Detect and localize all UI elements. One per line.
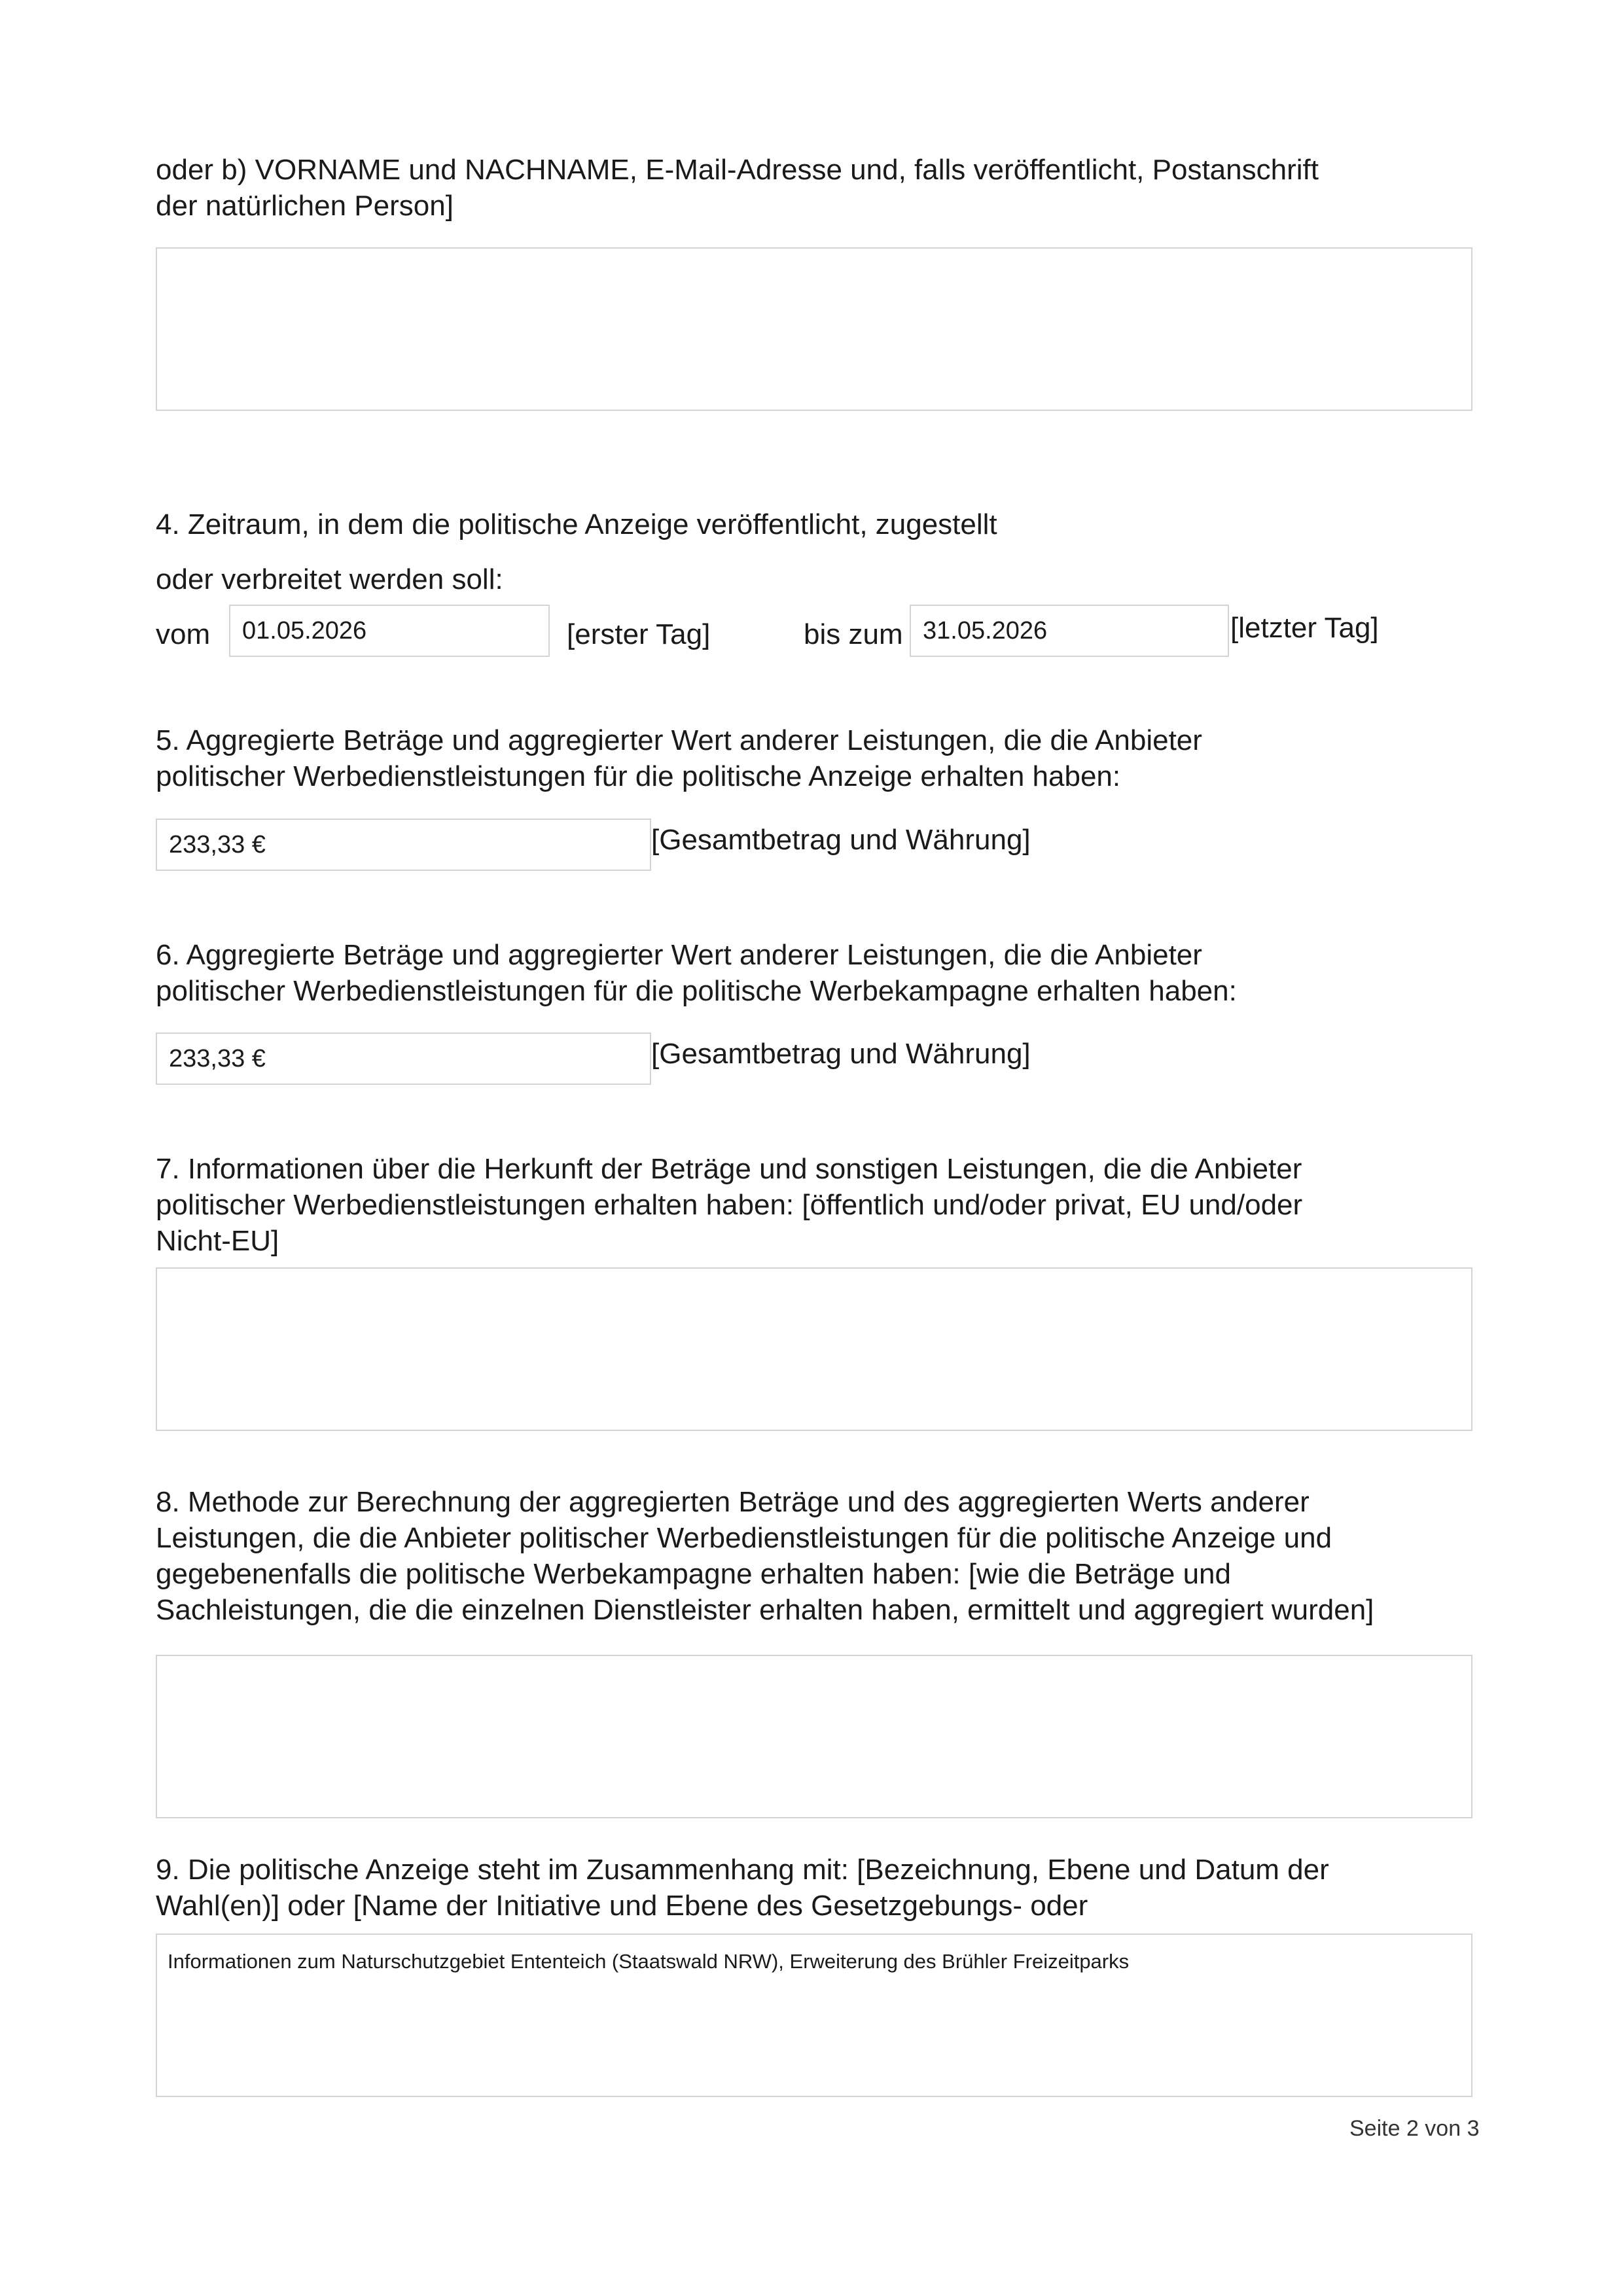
ad-amount-field[interactable]: 233,33 €	[156, 819, 651, 871]
section-5-line-1: 5. Aggregierte Beträge und aggregierter Wert anderer Leistungen, die die Anbieter	[156, 724, 1202, 756]
section-6-line-1: 6. Aggregierte Beträge und aggregierter Wert anderer Leistungen, die die Anbieter	[156, 939, 1202, 971]
start-date-field[interactable]: 01.05.2026	[229, 605, 550, 657]
section-9-heading	[156, 1852, 1530, 1925]
section-8-line-3: gegebenenfalls die politische Werbekampagne erhalten haben: [wie die Beträge und	[156, 1558, 1231, 1590]
campaign-amount-field[interactable]: 233,33 €	[156, 1033, 651, 1085]
section-6-line-2: politischer Werbedienstleistungen für die politische Werbekampagne erhalten haben:	[156, 975, 1237, 1007]
section-5-line-2: politischer Werbedienstleistungen für die politische Anzeige erhalten haben:	[156, 760, 1121, 792]
section-9-line-2: Wahl(en)] oder [Name der Initiative und Ebene des Gesetzgebungs- oder	[156, 1890, 1088, 1922]
section-4-line-1: 4. Zeitraum, in dem die politische Anzeige veröffentlicht, zugestellt	[156, 508, 997, 540]
section-7-line-1: 7. Informationen über die Herkunft der Beträge und sonstigen Leistungen, die die Anbieter	[156, 1153, 1302, 1185]
campaign-amount-hint: [Gesamtbetrag und Währung]	[651, 1038, 1031, 1070]
calculation-method-box[interactable]	[156, 1655, 1472, 1818]
contact-details-box[interactable]	[156, 247, 1472, 411]
section-8-line-1: 8. Methode zur Berechnung der aggregierten Beträge und des aggregierten Werts anderer	[156, 1486, 1310, 1518]
section-8-line-4: Sachleistungen, die die einzelnen Dienstleister erhalten haben, ermittelt und aggregiert wurden]	[156, 1594, 1374, 1626]
page-number: Seite 2 von 3	[1349, 2116, 1480, 2141]
context-box[interactable]	[156, 1934, 1472, 2097]
intro-line-1: oder b) VORNAME und NACHNAME, E-Mail-Adresse und, falls veröffentlicht, Postanschrift	[156, 154, 1319, 186]
end-date-hint: [letzter Tag]	[1230, 612, 1379, 644]
section-8-line-2: Leistungen, die die Anbieter politischer Werbedienstleistungen für die politische Anzeige und	[156, 1522, 1332, 1554]
section-7-line-3: Nicht-EU]	[156, 1225, 279, 1257]
ad-amount-hint: [Gesamtbetrag und Währung]	[651, 824, 1031, 856]
intro-line-2: der natürlichen Person]	[156, 190, 454, 222]
context-value: Informationen zum Naturschutzgebiet Ententeich (Staatswald NRW), Erweiterung des Brühler Freizeitparks	[168, 1950, 1130, 1973]
section-7-line-2: politischer Werbedienstleistungen erhalten haben: [öffentlich und/oder privat, EU und/oder	[156, 1189, 1303, 1221]
section-9-line-1: 9. Die politische Anzeige steht im Zusammenhang mit: [Bezeichnung, Ebene und Datum der	[156, 1854, 1329, 1886]
section-4-line-2: oder verbreitet werden soll:	[156, 563, 503, 595]
start-date-hint: [erster Tag]	[567, 618, 711, 650]
vom-label: vom	[156, 618, 211, 650]
end-date-field[interactable]: 31.05.2026	[910, 605, 1229, 657]
bis-zum-label: bis zum	[804, 618, 903, 650]
funding-origin-box[interactable]	[156, 1267, 1472, 1431]
